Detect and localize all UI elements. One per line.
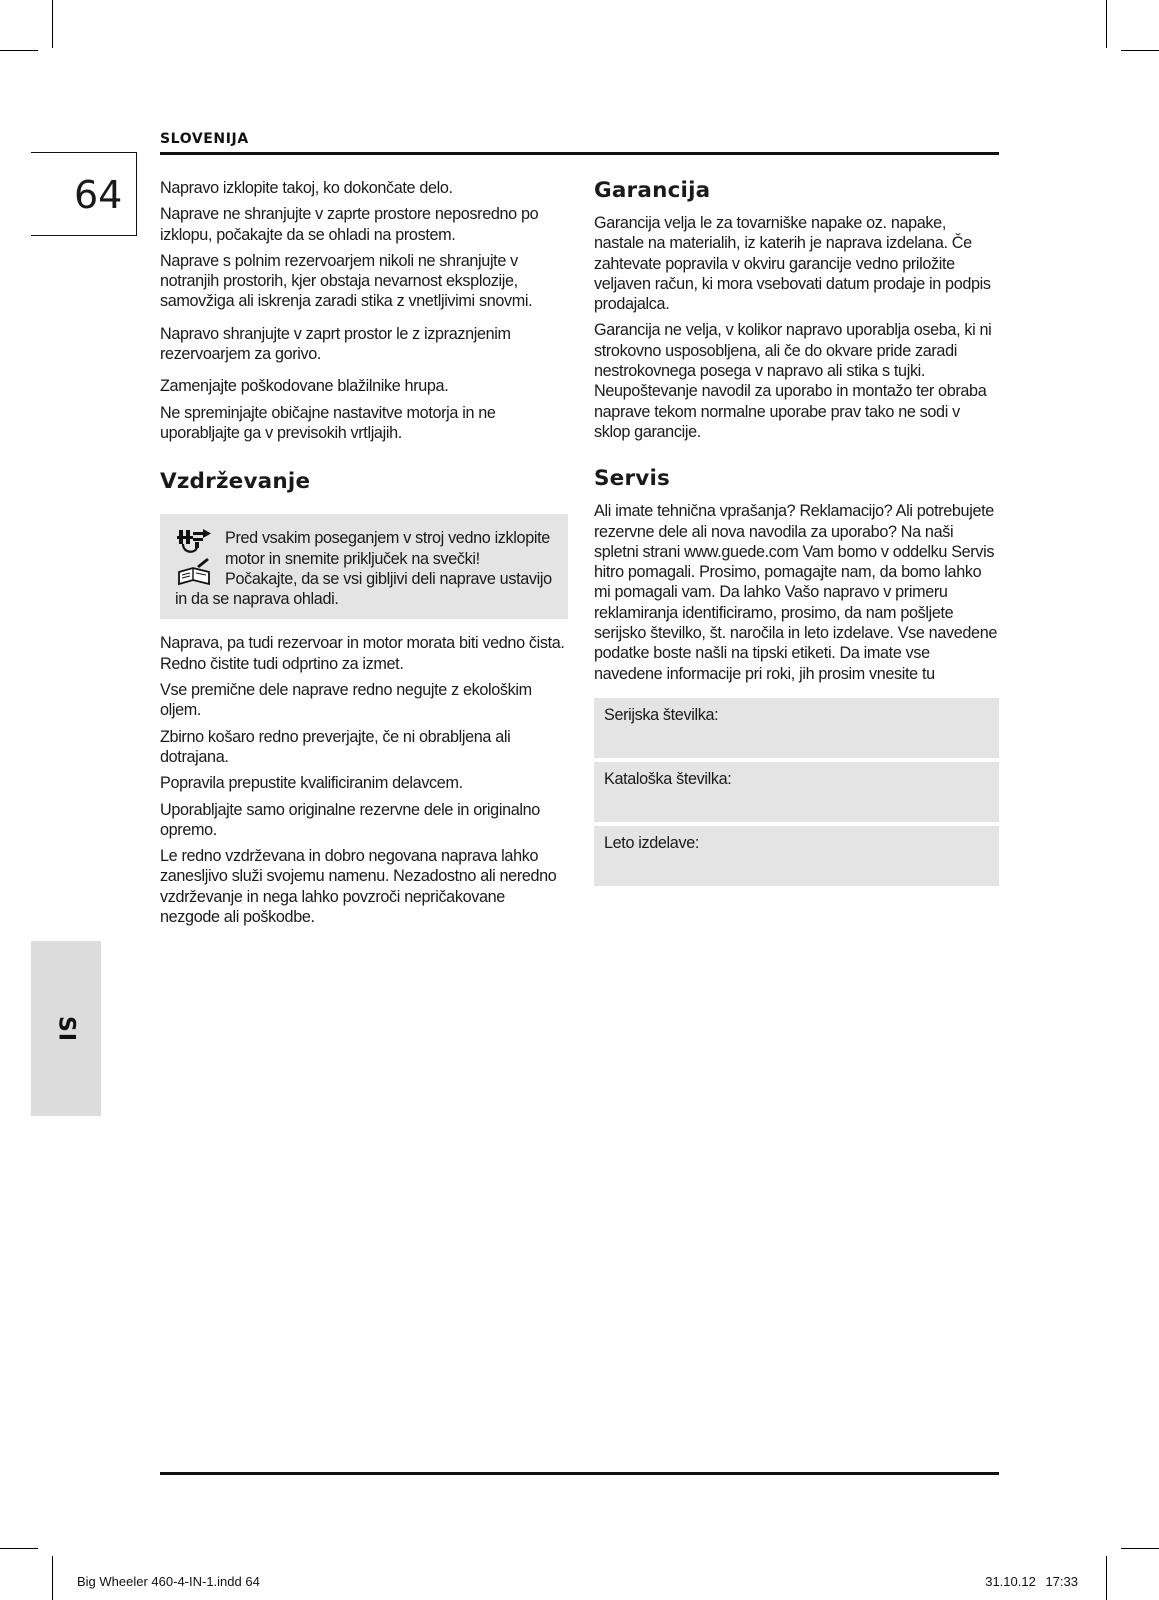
paragraph: Popravila prepustite kvalificiranim delavcem. xyxy=(160,774,463,793)
service-heading: Servis xyxy=(594,466,671,492)
paragraph: Le redno vzdrževana in dobro negovana naprava lahko zanesljivo služi svojemu namenu. Nezadostno ali neredno vzdrževanje in nega lahko povzroči nepričakovane nezgode ali poškodbe. xyxy=(160,847,557,927)
serial-number-field[interactable]: Serijska številka: xyxy=(594,698,999,758)
footer-rule xyxy=(160,1472,999,1475)
crop-mark xyxy=(0,1548,38,1549)
crop-mark xyxy=(52,0,53,48)
manual-book-icon xyxy=(179,558,209,584)
paragraph: Garancija velja le za tovarniške napake oz. napake, nastale na materialih, iz katerih je naprava izdelana. Če zahtevate popravila v okviru garancije vedno priložite veljaven račun, ki mora vsebovati datum prodaje in podpis prodajalca. xyxy=(594,214,991,314)
warranty-heading: Garancija xyxy=(594,178,711,203)
paragraph: Napravo izklopite takoj, ko dokončate delo. xyxy=(160,179,453,197)
paragraph: Naprava, pa tudi rezervoar in motor morata biti vedno čista. Redno čistite tudi odprtino za izmet. xyxy=(160,634,565,673)
paragraph: Vse premične dele naprave redno negujte z ekološkim oljem. xyxy=(160,681,532,720)
page-number: 64 xyxy=(74,173,123,217)
paragraph: Zbirno košaro redno preverjajte, če ni obrabljena ali dotrajana. xyxy=(160,727,511,766)
footer-file-info: Big Wheeler 460-4-IN-1.indd 64 xyxy=(77,1574,260,1589)
footer-timestamp xyxy=(985,1574,1078,1589)
service-paragraph: Ali imate tehnična vprašanja? Reklamacijo? Ali potrebujete rezervne dele ali nova navodila za uporabo? Na naši spletni strani www.guede.com Vam bomo v oddelku Servis hitro pomagali. Prosimo, pomagajte nam, da bomo lahko mi pomagali vam. Da lahko Vašo napravo v primeru reklamiranja identificiramo, prosimo, da nam pošljete serijsko številko, št. naročila in leto izdelave. Vse navedene podatke boste našli na tipski etiketi. Da imate vse navedene informacije pri roki, jih prosim vnesite tu xyxy=(594,502,997,683)
year-of-manufacture-field[interactable]: Leto izdelave: xyxy=(594,826,999,886)
header-rule xyxy=(160,152,999,155)
crop-mark xyxy=(0,50,38,51)
paragraph: Ne spreminjajte običajne nastavitve motorja in ne uporabljajte ga v previsokih vrtljajih. xyxy=(160,403,496,442)
paragraph: Naprave s polnim rezervoarjem nikoli ne shranjujte v notranjih prostorih, kjer obstaja nevarnost eksplozije, samovžiga ali iskrenja zaradi stika z vnetljivimi snovmi. xyxy=(160,251,533,311)
crop-mark xyxy=(1121,1548,1159,1549)
right-column xyxy=(594,178,999,890)
left-column xyxy=(160,178,568,933)
paragraph: Garancija ne velja, v kolikor napravo uporablja oseba, ki ni strokovno usposobljena, ali če do okvare pride zaradi nestrokovnega posega v napravo ali stika s tujki. Neupoštevanje navodil za uporabo in montažo ter obraba naprave tekom normalne uporabe prav tako ne sodi v sklop garancije. xyxy=(594,321,992,441)
maintenance-heading: Vzdrževanje xyxy=(160,469,311,495)
warning-text: Pred vsakim poseganjem v stroj vedno izklopite motor in snemite priključek na svečki! Počakajte, da se vsi gibljivi deli naprave ustavijo in da se naprava ohladi. xyxy=(175,529,552,609)
paragraph: Naprave ne shranjujte v zaprte prostore neposredno po izklopu, počakajte da se ohladi na prostem. xyxy=(160,205,539,244)
paragraph: Napravo shranjujte v zaprt prostor le z izpraznjenim rezervoarjem za gorivo. xyxy=(160,324,511,364)
language-tab xyxy=(31,941,101,1116)
crop-mark xyxy=(1106,0,1107,48)
warning-box xyxy=(160,514,568,619)
footer-date: 31.10.12 xyxy=(985,1574,1036,1589)
footer-time: 17:33 xyxy=(1045,1574,1078,1589)
language-code: SI xyxy=(53,1015,79,1042)
crop-mark xyxy=(52,1556,53,1600)
crop-mark xyxy=(1121,50,1159,51)
section-label: SLOVENIJA xyxy=(160,131,249,147)
crop-mark xyxy=(1106,1556,1107,1600)
paragraph: Uporabljajte samo originalne rezervne dele in originalno opremo. xyxy=(160,800,540,839)
plug-disconnect-icon xyxy=(175,528,219,586)
catalog-number-field[interactable]: Kataloška številka: xyxy=(594,762,999,822)
paragraph: Zamenjajte poškodovane blažilnike hrupa. xyxy=(160,377,449,396)
product-info-fields xyxy=(594,698,999,886)
